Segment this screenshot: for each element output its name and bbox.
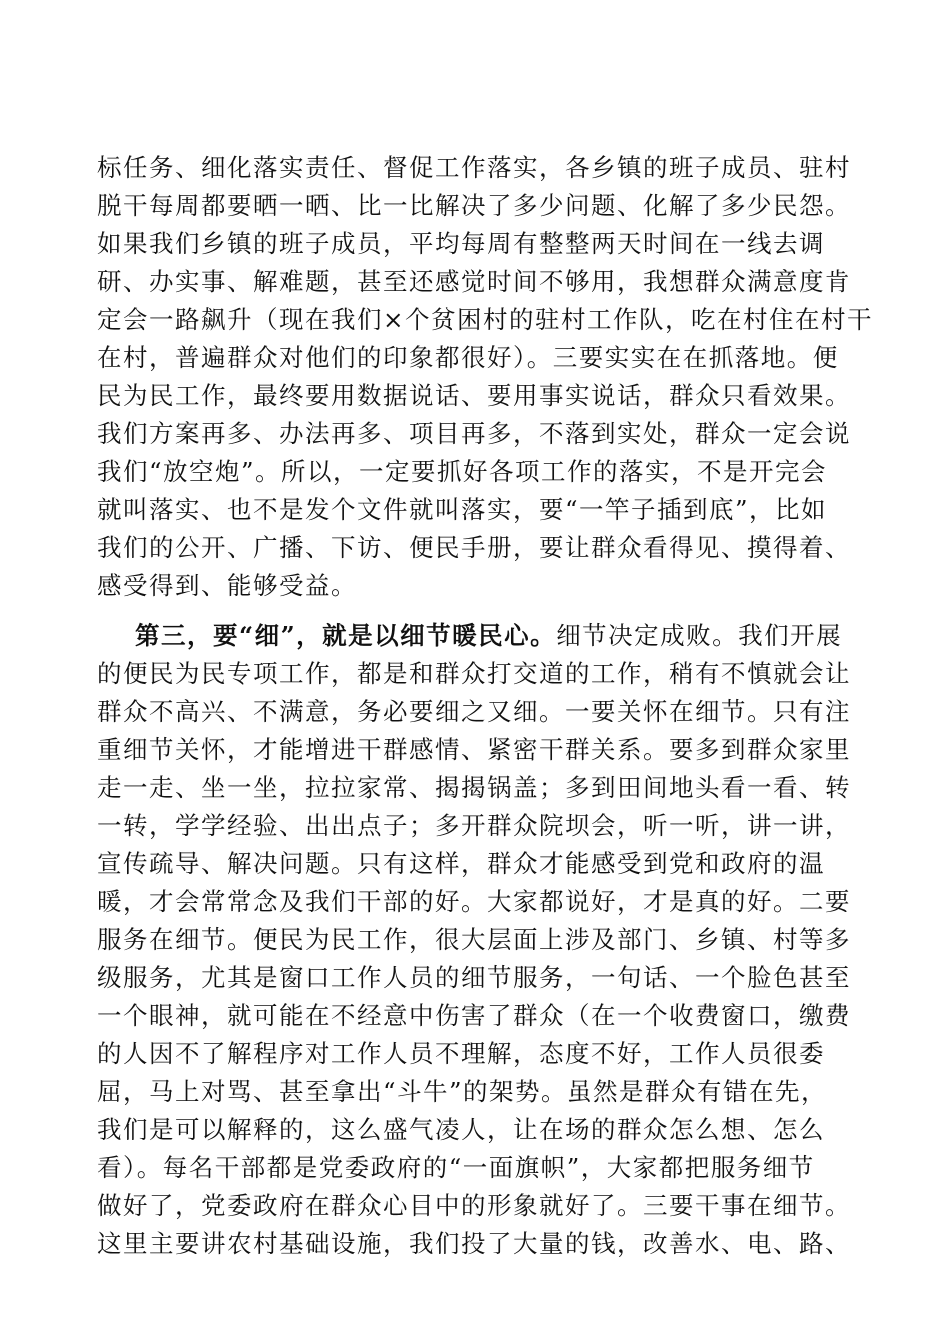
text-line: 感受得到、能够受益。 [97,571,357,600]
text-line: 服务在细节。便民为民工作，很大层面上涉及部门、乡镇、村等多 [97,925,851,954]
first-line-text: 细节决定成败。我们开展 [556,621,843,650]
text-line: 这里主要讲农村基础设施，我们投了大量的钱，改善水、电、路、 [97,1229,851,1258]
text-line: 暖，才会常常念及我们干部的好。大家都说好，才是真的好。二要 [97,887,851,916]
text-line: 在村，普遍群众对他们的印象都很好）。三要实实在在抓落地。便 [97,343,839,372]
text-line: 我们的公开、广播、下访、便民手册，要让群众看得见、摸得着、 [97,533,851,562]
text-line: 级服务，尤其是窗口工作人员的细节服务，一句话、一个脸色甚至 [97,963,851,992]
text-line: 研、办实事、解难题，甚至还感觉时间不够用，我想群众满意度肯 [97,267,851,296]
text-line: 的人因不了解程序对工作人员不理解，态度不好，工作人员很委 [97,1039,825,1068]
text-line: 民为民工作，最终要用数据说话、要用事实说话，群众只看效果。 [97,381,851,410]
text-line: 重细节关怀，才能增进干群感情、紧密干群关系。要多到群众家里 [97,735,851,764]
text-line: 屈，马上对骂、甚至拿出“斗牛”的架势。虽然是群众有错在先， [97,1077,828,1106]
text-line: 群众不高兴、不满意，务必要细之又细。一要关怀在细节。只有注 [97,697,851,726]
text-line: 我们“放空炮”。所以，一定要抓好各项工作的落实，不是开完会 [97,457,828,486]
text-line: 标任务、细化落实责任、督促工作落实，各乡镇的班子成员、驻村 [97,153,851,182]
paragraph-first-line [135,619,842,653]
text-line: 做好了，党委政府在群众心目中的形象就好了。三要干事在细节。 [97,1191,851,1220]
text-line: 走一走、坐一坐，拉拉家常、揭揭锅盖；多到田间地头看一看、转 [97,773,851,802]
text-line: 定会一路飙升（现在我们×个贫困村的驻村工作队，吃在村住在村干 [97,305,874,334]
text-line: 一转，学学经验、出出点子；多开群众院坝会，听一听，讲一讲， [97,811,851,840]
text-line: 看）。每名干部都是党委政府的“一面旗帜”，大家都把服务细节 [97,1153,815,1182]
section-heading: 第三，要“细”，就是以细节暖民心。 [135,621,557,650]
text-line: 如果我们乡镇的班子成员，平均每周有整整两天时间在一线去调 [97,229,825,258]
text-line: 一个眼神，就可能在不经意中伤害了群众（在一个收费窗口，缴费 [97,1001,851,1030]
text-line: 我们方案再多、办法再多、项目再多，不落到实处，群众一定会说 [97,419,851,448]
text-line: 我们是可以解释的，这么盛气凌人，让在场的群众怎么想、怎么 [97,1115,825,1144]
text-line: 的便民为民专项工作，都是和群众打交道的工作，稍有不慎就会让 [97,659,851,688]
text-line: 就叫落实、也不是发个文件就叫落实，要“一竿子插到底”，比如 [97,495,828,524]
text-line: 脱干每周都要晒一晒、比一比解决了多少问题、化解了多少民怨。 [97,191,851,220]
text-line: 宣传疏导、解决问题。只有这样，群众才能感受到党和政府的温 [97,849,825,878]
